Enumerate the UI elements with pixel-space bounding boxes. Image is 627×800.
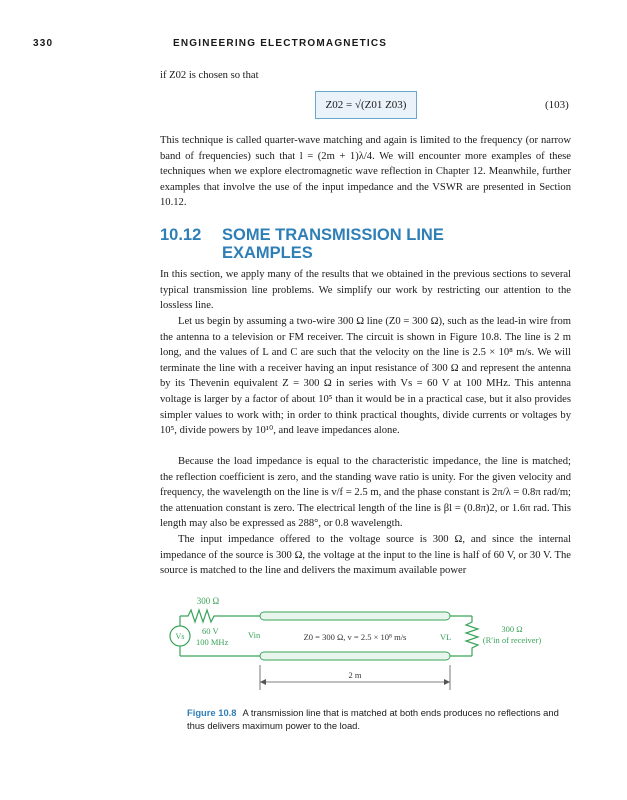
load-note: (R′in of receiver) bbox=[482, 635, 542, 645]
dimension-arrow-right bbox=[444, 679, 450, 685]
paragraph-3: Let us begin by assuming a two-wire 300 Ω line (Z0 = 300 Ω), such as the lead-in wire from the antenna to a television or FM receiver. The circuit is shown in Figure 10.8. The line is 2 m long, and the values of L and C are such that the velocity on the line is 2.5 × 10⁸ m/s. We will terminate the line with a receiver having an input resistance of 300 Ω and represent the antenna by its Thevenin equivalent Z = 300 Ω in series with Vs = 60 V at 100 MHz. This antenna voltage is larger by a factor of about 10⁵ than it would be in a practical case, but it also provides simpler values to work with; in order to think practical thoughts, divide currents or voltages by 10⁵, divide powers by 10¹⁰, and leave impedances alone. bbox=[160, 316, 571, 437]
v-load-label: VL bbox=[440, 632, 452, 642]
voltage-source-label: Vs bbox=[175, 632, 185, 641]
conductor-bottom bbox=[260, 652, 450, 660]
paragraph-1: This technique is called quarter-wave matching and again is limited to the frequency (or narrow band of frequencies) such that l = (2m + 1)λ/4. We will encounter more examples of these techniques when we explore electromagnetic wave reflection in Chapter 12. Meanwhile, further examples that involve the use of the input impedance and the VSWR are presented in Section 10.12. bbox=[160, 135, 571, 209]
figure-10-8 bbox=[160, 590, 580, 690]
equation-box bbox=[315, 91, 417, 119]
paragraph-4: Because the load impedance is equal to the characteristic impedance, the line is matched; the reflection coefficient is zero, and the standing wave ratio is unity. For the given velocity and frequency, the wavelength on the line is v/f = 2.5 m, and the phase constant is 2π/λ = 0.8π rad/m; the attenuation constant is zero. The electrical length of the line is βl = (0.8π)2, or 1.6π rad. This length may also be expressed as 288°, or 0.8 wavelength. bbox=[160, 456, 571, 530]
line-length: 2 m bbox=[348, 670, 362, 680]
source-resistor bbox=[180, 610, 242, 622]
conductor-top bbox=[260, 612, 450, 620]
caption-text: A transmission line that is matched at both ends produces no reflections and thus delivers maximum power to the load. bbox=[187, 707, 559, 731]
source-voltage: 60 V bbox=[202, 626, 219, 636]
load-resistor bbox=[466, 616, 478, 656]
caption-label: Figure 10.8 bbox=[187, 707, 237, 718]
section-number: 10.12 bbox=[160, 226, 202, 244]
equation-number: (103) bbox=[545, 99, 569, 111]
running-title: ENGINEERING ELECTROMAGNETICS bbox=[173, 38, 388, 49]
v-in-label: Vin bbox=[248, 630, 261, 640]
source-frequency: 100 MHz bbox=[196, 637, 229, 647]
figure-caption bbox=[187, 706, 567, 732]
dimension-arrow-left bbox=[260, 679, 266, 685]
paragraph-2: In this section, we apply many of the results that we obtained in the previous sections to several typical transmission line problems. We simplify our work by restricting our attention to the lossless line. bbox=[160, 269, 571, 312]
section-title-line1: SOME TRANSMISSION LINE bbox=[222, 226, 444, 244]
equation-expression: Z02 = √(Z01 Z03) bbox=[325, 99, 407, 111]
line-parameters: Z0 = 300 Ω, v = 2.5 × 10⁸ m/s bbox=[303, 632, 407, 642]
section-title-line2: EXAMPLES bbox=[222, 244, 313, 262]
load-value: 300 Ω bbox=[501, 624, 523, 634]
source-resistor-label: 300 Ω bbox=[196, 596, 220, 606]
page-header bbox=[33, 38, 587, 52]
intro-text: if Z02 is chosen so that bbox=[160, 70, 259, 81]
paragraph-5: The input impedance offered to the voltage source is 300 Ω, and since the internal impedance of the source is 300 Ω, the voltage at the input to the line is half of 60 V, or 30 V. The source is matched to the line and delivers the maximum available power bbox=[160, 534, 571, 577]
circuit-diagram bbox=[160, 590, 580, 690]
page-number: 330 bbox=[33, 38, 54, 49]
